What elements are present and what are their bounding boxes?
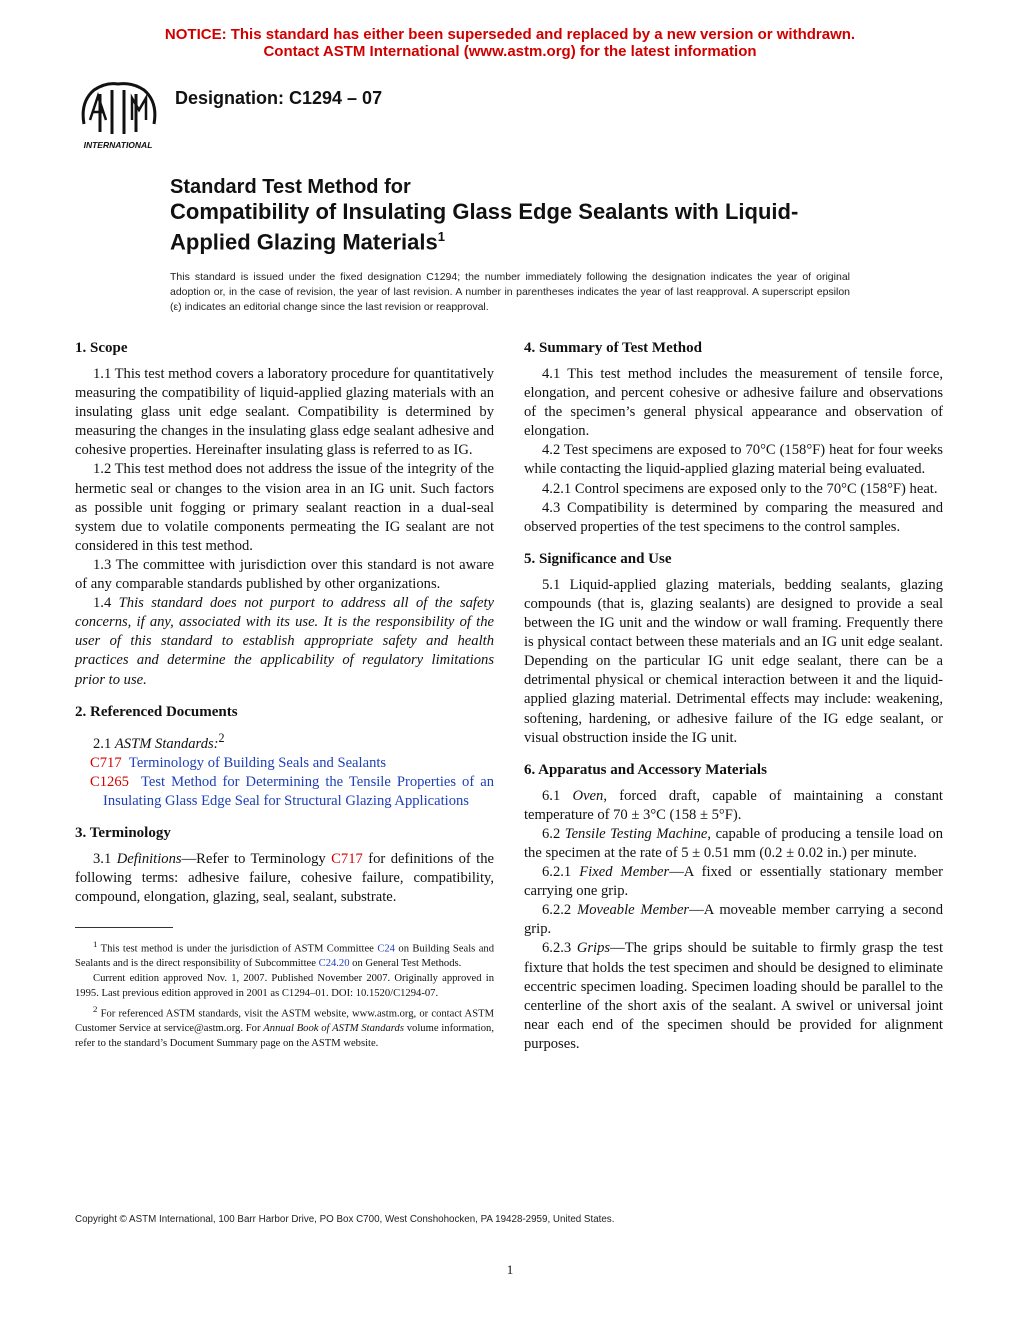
terminology-c717-link[interactable]: C717	[331, 850, 363, 867]
footnote-1-a: This test method is under the jurisdiction of ASTM Committee	[97, 943, 378, 955]
copyright-line: Copyright © ASTM International, 100 Barr Harbor Drive, PO Box C700, West Conshohocken, PA 19428-2959, United States.	[75, 1214, 615, 1225]
ref-c717-code[interactable]: C717	[90, 754, 122, 771]
footnote-1-edition: Current edition approved Nov. 1, 2007. Published November 2007. Originally approved in 1995. Last previous edition approved in 2001 as C1294–01. DOI: 10.1520/C1294-07.	[75, 973, 494, 1000]
para-4-2: 4.2 Test specimens are exposed to 70°C (158°F) heat for four weeks while contacting the liquid-applied glazing material being evaluated.	[524, 442, 943, 478]
right-column	[524, 338, 943, 1054]
astm-logo	[76, 82, 160, 152]
astm-logo-icon	[76, 82, 160, 152]
ref-c717-title[interactable]: Terminology of Building Seals and Sealants	[128, 754, 387, 771]
para-2-1-num: 2.1	[93, 735, 115, 752]
designation: Designation: C1294 – 07	[175, 88, 383, 108]
withdrawn-notice	[0, 26, 1020, 60]
scope-heading: 1. Scope	[75, 340, 128, 356]
para-1-3: 1.3 The committee with jurisdiction over this standard is not aware of any comparable standards published by other organizations.	[75, 556, 494, 593]
para-6-2-text: , capable of producing a tensile load on the specimen at the rate of 5 ± 0.51 mm (0.2 ± 0.02 in.) per minute.	[524, 825, 944, 861]
footnote-1	[75, 937, 494, 972]
terminology-heading: 3. Terminology	[75, 824, 171, 841]
summary-heading: 4. Summary of Test Method	[524, 340, 702, 356]
committee-c24-link[interactable]: C24	[377, 943, 395, 955]
para-6-2-1-text: —A fixed or essentially stationary member carrying one grip.	[524, 864, 943, 900]
footnote-2-a: For referenced ASTM standards, visit the ASTM website, www.astm.org, or contact ASTM Customer Service at service@astm.org. For	[75, 1008, 494, 1035]
para-6-2-3	[524, 939, 943, 1054]
ref-c1265-code[interactable]: C1265	[90, 773, 129, 790]
para-6-1-text: , forced draft, capable of maintaining a constant temperature of 70 ± 3°C (158 ± 5°F).	[524, 787, 943, 823]
para-6-2-1	[524, 863, 943, 901]
left-column	[75, 338, 494, 1052]
para-6-2	[524, 825, 943, 863]
referenced-documents-heading: 2. Referenced Documents	[75, 703, 238, 720]
para-1-2: 1.2 This test method does not address the issue of the integrity of the hermetic seal or changes to the vision area in an IG unit. Such factors as possible unit fogging or primary sealant reaction in a dual-seal system due to volatile components permeating the IG sealant are not considered in this test method.	[75, 461, 494, 554]
title-line-2: Compatibility of Insulating Glass Edge Sealants with Liquid-	[170, 199, 799, 224]
apparatus-heading: 6. Apparatus and Accessory Materials	[524, 761, 767, 778]
grips-label: Grips	[576, 940, 611, 957]
definitions-label: Definitions	[116, 850, 182, 867]
para-6-2-1-num: 6.2.1	[542, 864, 580, 881]
para-6-2-2	[524, 901, 943, 939]
subcommittee-c24-20-link[interactable]: C24.20	[318, 958, 350, 970]
issued-note: This standard is issued under the fixed designation C1294; the number immediately following the designation indicates the year of original adoption or, in the case of revision, the year of last revision. A number in parentheses indicates the year of last reapproval. A superscript epsilon (ε) indicates an editorial change since the last revision or reapproval.	[170, 271, 850, 313]
para-6-2-3-num: 6.2.3	[542, 940, 577, 957]
para-3-1-b: for definitions of the following terms: adhesive failure, cohesive failure, compatibility, compound, elongation, glazing, seal, sealant, substrate.	[75, 850, 494, 906]
title-line-1: Standard Test Method for	[170, 176, 411, 198]
ref-c1265-title[interactable]: Test Method for Determining the Tensile Properties of an Insulating Glass Edge Seal for Structural Glazing Applications	[103, 773, 495, 809]
para-6-1-num: 6.1	[542, 787, 573, 804]
para-1-1: 1.1 This test method covers a laboratory procedure for quantitatively measuring the compatibility of liquid-applied glazing materials with an insulating glass unit edge sealant. Compatibility is determined by measuring the changes in the insulating glass edge sealant adhesive and cohesive properties. Hereinafter insulating glass is referred to as IG.	[75, 366, 494, 459]
reference-c717[interactable]	[75, 754, 494, 773]
para-4-3: 4.3 Compatibility is determined by comparing the measured and observed properties of the test specimens to the control samples.	[524, 499, 943, 535]
para-4-1: 4.1 This test method includes the measurement of tensile force, elongation, and percent cohesive or adhesive failure and observations of the specimen’s general physical appearance and observation of elongation.	[524, 366, 943, 440]
para-5-1: 5.1 Liquid-applied glazing materials, bedding sealants, glazing compounds (that is, glazing sealants) are designed to provide a seal between the IG unit and the window or wall framing. Frequently there is physical contact between these materials and an IG unit edge sealant. Depending on the particular IG unit edge sealant, there can be a detrimental physical or chemical interaction between it and the liquid-applied glazing material. Detrimental effects may include: weakening, softening, hardening, or adhesive failure of the IG edge sealant, or visual obstruction inside the IG unit.	[524, 576, 943, 746]
para-3-1-num: 3.1	[93, 850, 117, 867]
notice-line-1: NOTICE: This standard has either been superseded and replaced by a new version or withdrawn.	[164, 26, 856, 43]
para-1-4	[75, 594, 494, 689]
page-number: 1	[506, 1262, 514, 1277]
para-6-1	[524, 787, 943, 825]
footnote-2-b: volume information, refer to the standard’s Document Summary page on the ASTM website.	[75, 1023, 494, 1049]
para-2-1	[75, 729, 494, 754]
oven-label: Oven	[572, 787, 604, 804]
para-6-2-num: 6.2	[542, 825, 565, 842]
significance-heading: 5. Significance and Use	[524, 550, 672, 567]
footnote-2	[75, 1002, 494, 1052]
para-1-4-num: 1.4	[93, 595, 119, 612]
title-line-3: Applied Glazing Materials	[170, 229, 438, 255]
logo-caption: INTERNATIONAL	[83, 140, 153, 150]
footnote-1-mark: 1	[93, 939, 98, 950]
footnote-1-b: on Building Seals and Sealants and is the direct responsibility of Subcommittee	[75, 943, 494, 970]
fixed-member-label: Fixed Member	[579, 864, 670, 881]
para-3-1-a: —Refer to Terminology	[181, 850, 332, 867]
para-3-1	[75, 850, 494, 907]
document-title	[170, 175, 870, 254]
annual-book-title: Annual Book of ASTM Standards	[263, 1023, 404, 1035]
para-1-4-text: This standard does not purport to address all of the safety concerns, if any, associated with its use. It is the responsibility of the user of this standard to establish appropriate safety and health practices and determine the applicability of regulatory limitations prior to use.	[75, 595, 494, 688]
para-6-2-2-num: 6.2.2	[542, 902, 578, 919]
footnote-2-mark: 2	[93, 1003, 98, 1014]
footnote-ref-2: 2	[218, 730, 225, 745]
footnote-1-c: on General Test Methods.	[349, 958, 462, 970]
para-6-2-3-text: —The grips should be suitable to firmly grasp the test fixture that holds the test specimen and should be designed to eliminate eccentric specimen loading. Specimen loading should be parallel to the centerline of the short axis of the sealant. A swivel or universal joint near each end of the specimen should be provided for alignment purposes.	[524, 940, 943, 1052]
astm-standards-label: ASTM Standards:	[114, 735, 219, 752]
title-footnote-mark: 1	[437, 229, 445, 244]
notice-line-2: Contact ASTM International (www.astm.org) for the latest information	[263, 43, 757, 60]
tensile-machine-label: Tensile Testing Machine	[564, 825, 708, 842]
para-4-2-1: 4.2.1 Control specimens are exposed only to the 70°C (158°F) heat.	[542, 480, 938, 497]
para-6-2-2-text: —A moveable member carrying a second grip.	[524, 902, 943, 938]
reference-c1265[interactable]	[75, 773, 494, 811]
moveable-member-label: Moveable Member	[577, 902, 690, 919]
footnote-divider	[75, 927, 173, 928]
